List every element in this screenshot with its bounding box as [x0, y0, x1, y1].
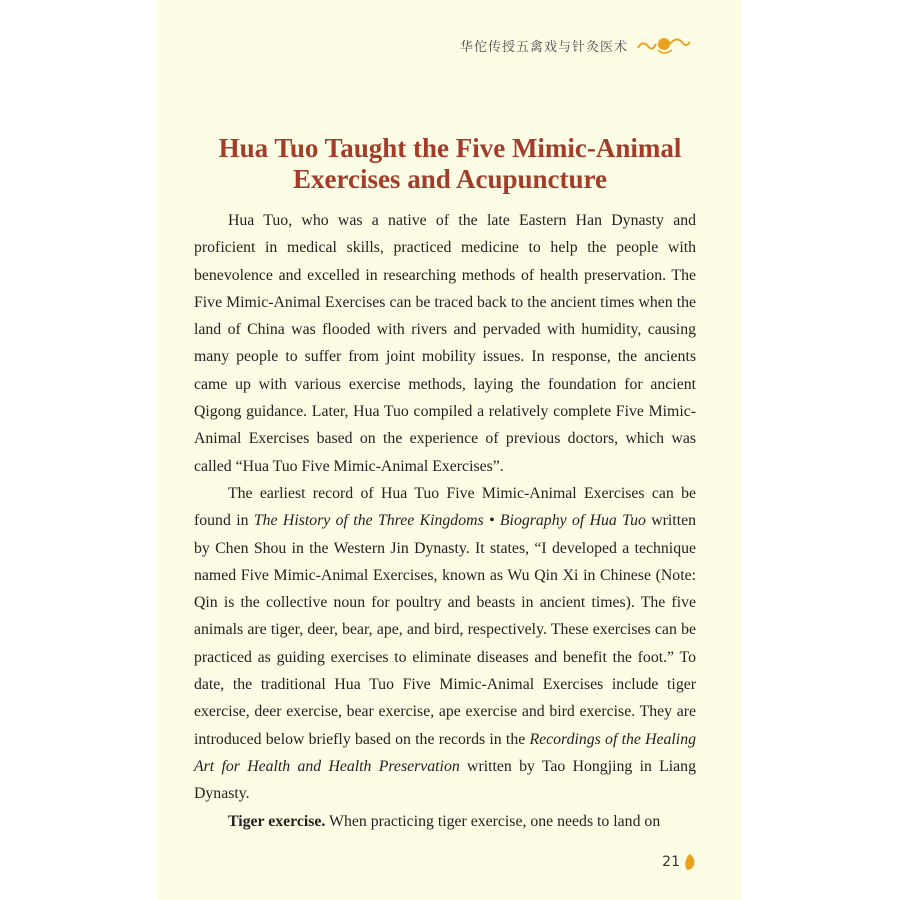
running-title: 华佗传授五禽戏与针灸医术 [459, 39, 628, 55]
running-header [460, 34, 694, 56]
book-page [158, 0, 742, 900]
paragraph-2-text-a: The earliest record of Hua Tuo Five Mimic-Animal Exercises can be found in [194, 484, 696, 530]
leaf-ornament-icon [684, 853, 696, 871]
paragraph-3-text: When practicing tiger exercise, one needs to land on [325, 812, 661, 830]
book-title-three-kingdoms: The History of the Three Kingdoms • Biography of Hua Tuo [253, 512, 646, 530]
paragraph-1: Hua Tuo, who was a native of the late Eastern Han Dynasty and proficient in medical skills, practiced medicine to help the people with benevolence and excelled in researching methods of health preservation. The Five Mimic-Animal Exercises can be traced back to the ancient times when the land of China was flooded with rivers and pervaded with humidity, causing many people to suffer from joint mobility issues. In response, the ancients came up with various exercise methods, laying the foundation for ancient Qigong guidance. Later, Hua Tuo compiled a relatively complete Five Mimic-Animal Exercises based on the experience of previous doctors, which was called “Hua Tuo Five Mimic-Animal Exercises”. [194, 212, 696, 475]
page-number-text: 21 [662, 854, 680, 870]
chapter-title-line1: Hua Tuo Taught the Five Mimic-Animal [218, 133, 682, 163]
paragraph-2-text-c: written by Tao Hongjing in Liang Dynasty. [194, 757, 696, 803]
paragraph-3 [194, 808, 696, 835]
book-title-healing-art: Recordings of the Healing Art for Health and Health Preservation [194, 730, 696, 775]
page-number [662, 853, 696, 871]
paragraph-2 [194, 480, 696, 808]
chapter-title-line2: Exercises and Acupuncture [292, 164, 608, 194]
chapter-title [158, 133, 742, 195]
body-text [194, 207, 696, 835]
cloud-ornament-icon [634, 34, 694, 56]
tiger-exercise-lead: Tiger exercise. [228, 812, 326, 830]
paragraph-2-text-b: written by Chen Shou in the Western Jin Dynasty. It states, “I developed a technique named Five Mimic-Animal Exercises, known as Wu Qin Xi in Chinese (Note: Qin is the collective noun for poultry and beasts in ancient times). The five animals are tiger, deer, bear, ape, and bird, respectively. These exercises can be practiced as guiding exercises to eliminate diseases and benefit the foot.” To date, the traditional Hua Tuo Five Mimic-Animal Exercises include tiger exercise, deer exercise, bear exercise, ape exercise and bird exercise. They are introduced below briefly based on the records in the [194, 512, 696, 748]
